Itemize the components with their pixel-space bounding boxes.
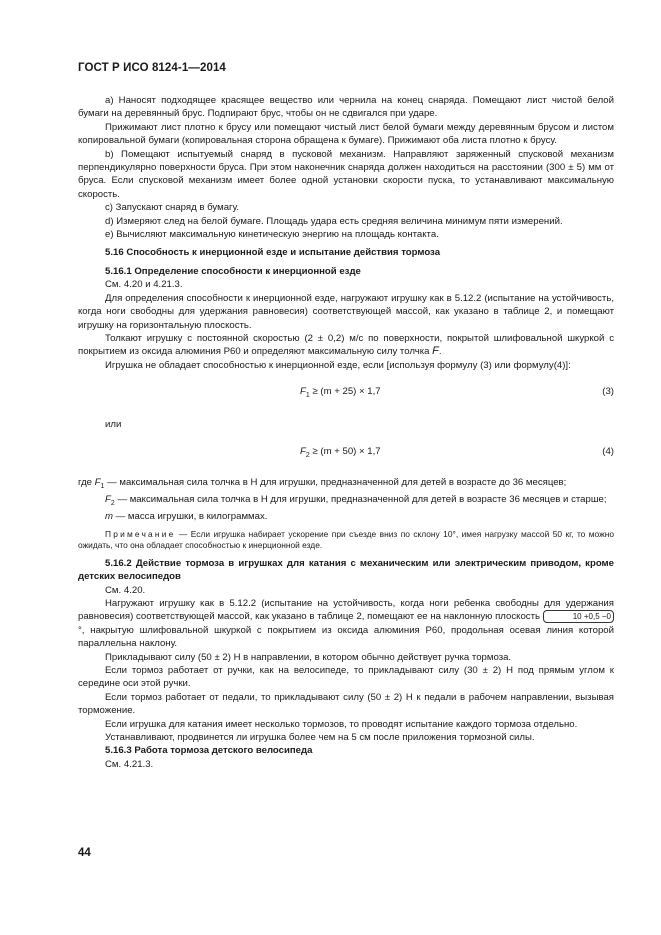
text-span: °, накрытую шлифовальной шкуркой с покрытием из оксида алюминия Р60, продольная осевая линия которой параллельна наклону. [78, 624, 614, 650]
angle-value: 10 +0,5 −0 [543, 610, 614, 623]
formula-symbol: F [105, 493, 111, 505]
paragraph: d) Измеряют след на белой бумаге. Площадь удара есть средняя величина минимум пяти измерений. [105, 215, 563, 227]
text-span: . [438, 346, 442, 358]
paragraph: a) Наносят подходящее красящее вещество или чернила на конец снаряда. Помещают лист чистой белой бумаги на деревянный брус. Подпирают брус, чтобы он не сдвигался при ударе. [78, 95, 614, 120]
formula-subscript: 2 [110, 499, 115, 507]
formula-rhs: ≥ (m + 50) × 1,7 [309, 445, 381, 457]
document-header: ГОСТ Р ИСО 8124-1—2014 [78, 62, 226, 74]
formula-3 [78, 386, 614, 416]
paragraph: Если игрушка для катания имеет несколько тормозов, то проводят испытание каждого тормоза отдельно. [105, 718, 578, 730]
formula-symbol: F [300, 445, 306, 457]
text-span: — масса игрушки, в килограммах. [113, 511, 268, 523]
formula-subscript: 1 [100, 482, 105, 490]
paragraph: Прикладывают силу (50 ± 2) Н в направлении, в котором обычно действует ручка тормоза. [105, 651, 512, 663]
text-span: Толкают игрушку с постоянной скоростью (2 ± 0,2) м/с по поверхности, покрытой шлифовальной шкуркой с покрытием из оксида алюминия Р60 и определяют максимальную силу толчка [78, 332, 614, 358]
paragraph [78, 597, 614, 651]
text-span: — максимальная сила толчка в Н для игрушки, предназначенной для детей в возрасте 36 месяцев и старше; [114, 493, 607, 505]
or-text: или [105, 419, 122, 431]
paragraph: Прижимают лист плотно к брусу или помещают чистый лист белой бумаги между деревянным брусом и листом копировальной бумаги (копировальная сторона обращена к бумаге). Прижимают оба листа плотно к брусу. [78, 121, 614, 147]
where-line-1 [78, 476, 614, 493]
formula-symbol: F [94, 476, 101, 488]
section-heading-5-16: 5.16 Способность к инерционной езде и испытание действия тормоза [105, 247, 441, 259]
note-text: — Если игрушка набирает ускорение при съезде вниз по склону 10°, имея нагрузку массой 50 кг, то можно ожидать, что она обладает способностью к инерционной езде. [78, 528, 614, 551]
paragraph [78, 332, 614, 359]
note-label: Примечание [105, 528, 176, 539]
paragraph: Устанавливают, продвинется ли игрушка более чем на 5 см после приложения тормозной силы. [105, 732, 535, 744]
paragraph: Игрушка не обладает способностью к инерционной езде, если [используя формулу (3) или формулу(4)]: [105, 359, 571, 371]
formula-subscript: 2 [305, 451, 310, 459]
paragraph: b) Помещают испытуемый снаряд в пусковой механизм. Направляют заряженный спусковой механизм перпендикулярно поверхности бруса. При этом наконечник снаряда должен находиться на расстоянии (300 ± 5) мм от бруса. Если спусковой механизм имеет более одной установки скорости пуска, то устанавливают максимальную скорость. [78, 148, 614, 200]
text-span: Нагружают игрушку как в 5.12.2 (испытание на устойчивость, когда ноги ребенка свободны для удержания равновесия) соответствующей массой, как указано в таблице 2, помещают ее на наклонную плоскость [78, 597, 614, 623]
text-span: где [78, 476, 95, 488]
section-heading-5-16-1: 5.16.1 Определение способности к инерционной езде [105, 265, 361, 277]
where-line-2 [78, 493, 614, 510]
document-page [78, 62, 614, 771]
formula-symbol: m [105, 511, 113, 523]
formula-subscript: 1 [305, 392, 310, 400]
formula-expression [300, 386, 381, 399]
page-number: 44 [78, 847, 91, 859]
paragraph: Для определения способности к инерционной езде, нагружают игрушку как в 5.12.2 (испытание на устойчивость, когда ноги свободны для удержания равновесия) соответствующей массой, как указано в таблице 2, и помещают игрушку на горизонтальную плоскость. [78, 292, 614, 331]
formula-number: (4) [602, 445, 614, 457]
paragraph: См. 4.20 и 4.21.3. [105, 279, 183, 291]
force-symbol: F [432, 345, 439, 358]
note [78, 529, 614, 552]
where-line-3 [78, 510, 614, 523]
paragraph: Если тормоз работает от педали, то прикладывают силу (50 ± 2) Н к педали в рабочем направлении, вызывая торможение. [78, 691, 614, 717]
formula-expression [300, 446, 381, 459]
text-span: — максимальная сила толчка в Н для игрушки, предназначенной для детей в возрасте до 36 месяцев; [104, 476, 567, 488]
paragraph: c) Запускают снаряд в бумагу. [105, 202, 240, 214]
paragraph: См. 4.21.3. [105, 758, 154, 770]
formula-number: (3) [602, 386, 614, 398]
formula-4 [78, 446, 614, 476]
section-heading-5-16-3: 5.16.3 Работа тормоза детского велосипеда [105, 745, 313, 757]
paragraph: См. 4.20. [105, 584, 146, 596]
paragraph: e) Вычисляют максимальную кинетическую энергию на площадь контакта. [105, 229, 439, 241]
formula-rhs: ≥ (m + 25) × 1,7 [309, 386, 381, 398]
formula-symbol: F [300, 386, 306, 398]
paragraph: Если тормоз работает от ручки, как на велосипеде, то прикладывают силу (30 ± 2) Н под прямым углом к середине оси этой ручки. [78, 665, 614, 690]
section-heading-5-16-2: 5.16.2 Действие тормоза в игрушках для катания с механическим или электрическим приводом, кроме детских велосипедов [78, 557, 614, 583]
